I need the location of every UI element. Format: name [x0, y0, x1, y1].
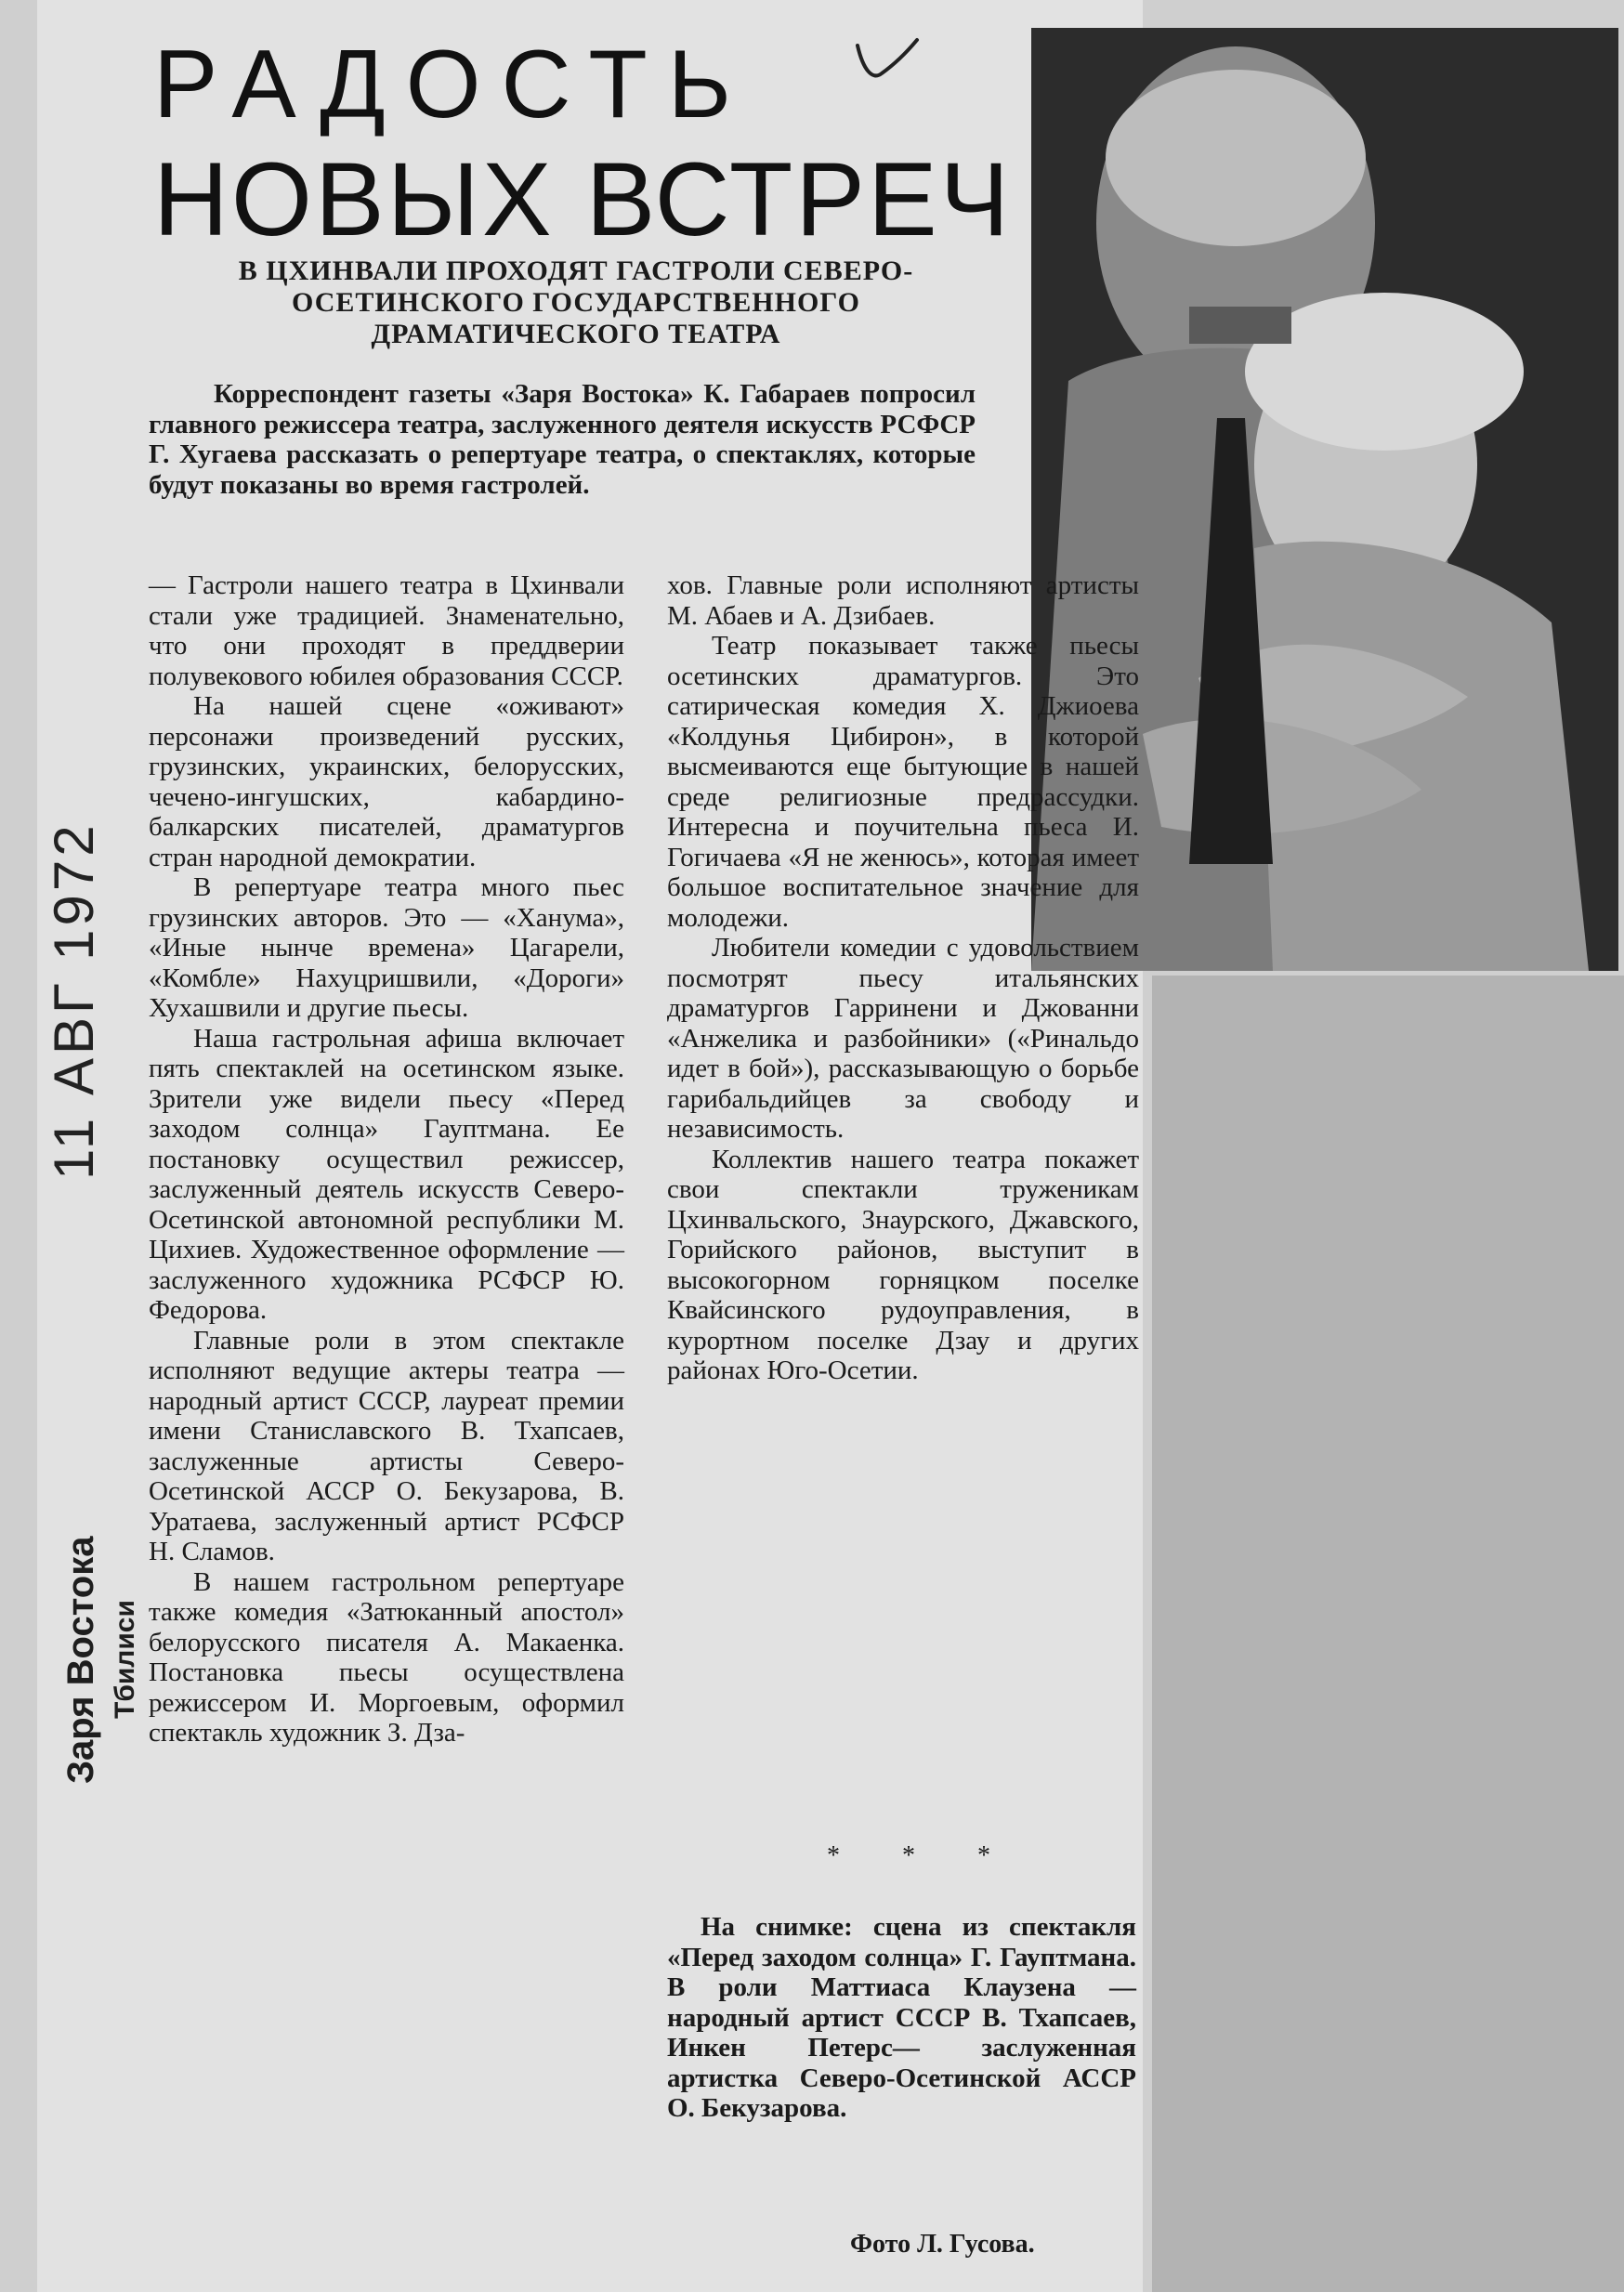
article-column-1	[149, 570, 624, 1748]
paragraph: Главные роли в этом спектакле исполняют ведущие актеры театра — народный артист СССР, лауреат премии имени Станиславского В. Тхапсаев, заслуженные артисты Северо-Осетинской АССР О. Бекузарова, В. Уратаева, заслуженный артист РСФСР Н. Сламов.	[149, 1325, 624, 1566]
section-separator: * * *	[827, 1841, 1018, 1870]
source-stamp: Заря Востока	[60, 1536, 101, 1784]
paragraph: хов. Главные роли исполняют артисты М. Абаев и А. Дзибаев.	[667, 570, 1139, 631]
city-stamp: Тбилиси	[110, 1600, 140, 1719]
backing-sheet	[1152, 976, 1624, 2292]
paragraph: Наша гастрольная афиша включает пять спектаклей на осетинском языке. Зрители уже видели пьесу «Перед заходом солнца» Гауптмана. Ее постановку осуществил режиссер, заслуженный деятель искусств Северо-Осетинской автономной республики М. Цихиев. Художественное оформление — заслуженного художника РСФСР Ю. Федорова.	[149, 1023, 624, 1325]
paragraph: — Гастроли нашего театра в Цхинвали стали уже традицией. Знаменательно, что они проходят в преддверии полувекового юбилея образования СССР.	[149, 570, 624, 691]
headline-line-1: РАДОСТЬ	[153, 31, 752, 139]
headline-line-2: НОВЫХ ВСТРЕЧ	[153, 141, 1013, 258]
paragraph: На нашей сцене «оживают» персонажи произведений русских, грузинских, украинских, белорусских, чечено-ингушских, кабардино-балкарских писателей, драматургов стран народной демократии.	[149, 691, 624, 872]
subheadline: В ЦХИНВАЛИ ПРОХОДЯТ ГАСТРОЛИ СЕВЕРО-ОСЕТИНСКОГО ГОСУДАРСТВЕННОГО ДРАМАТИЧЕСКОГО ТЕАТРА	[238, 255, 914, 349]
paragraph: В нашем гастрольном репертуаре также комедия «Затюканный апостол» белорусского писателя А. Макаенка. Постановка пьесы осуществлена режиссером И. Моргоевым, оформил спектакль художник З. Дза-	[149, 1566, 624, 1748]
lead-paragraph: Корреспондент газеты «Заря Востока» К. Габараев попросил главного режиссера театра, заслуженного деятеля искусств РСФСР Г. Хугаева рассказать о репертуаре театра, о спектаклях, которые будут показаны во время гастролей.	[149, 379, 976, 500]
paragraph: Любители комедии с удовольствием посмотрят пьесу итальянских драматургов Гарринени и Джованни «Анжелика и разбойники» («Ринальдо идет в бой»), рассказывающую о борьбе гарибальдийцев за свободу и независимость.	[667, 933, 1139, 1144]
article-column-2	[667, 570, 1139, 1386]
paragraph: В репертуаре театра много пьес грузинских авторов. Это — «Ханума», «Иные нынче времена» Цагарели, «Комбле» Нахуцришвили, «Дороги» Хухашвили и другие пьесы.	[149, 872, 624, 1023]
paragraph: Коллектив нашего театра покажет свои спектакли труженикам Цхинвальского, Знаурского, Джавского, Горийского районов, выступит в высокогорном горняцком поселке Квайсинского рудоуправления, в курортном поселке Дзау и других районах Юго-Осетии.	[667, 1144, 1139, 1385]
photo-caption: На снимке: сцена из спектакля «Перед заходом солнца» Г. Гауптмана. В роли Маттиаса Клаузена — народный артист СССР В. Тхапсаев, Инкен Петерс— заслуженная артистка Северо-Осетинской АССР О. Бекузарова.	[667, 1912, 1136, 2123]
handwritten-check-mark-icon	[850, 33, 934, 88]
paragraph: Театр показывает также пьесы осетинских драматургов. Это сатирическая комедия Х. Джиоева «Колдунья Цибирон», в которой высмеиваются еще бытующие в нашей среде религиозные предрассудки. Интересна и поучительна пьеса И. Гогичаева «Я не женюсь», которая имеет большое воспитательное значение для молодежи.	[667, 631, 1139, 933]
photo-credit: Фото Л. Гусова.	[850, 2230, 1035, 2259]
date-stamp: 11 АВГ 1972	[43, 821, 105, 1180]
